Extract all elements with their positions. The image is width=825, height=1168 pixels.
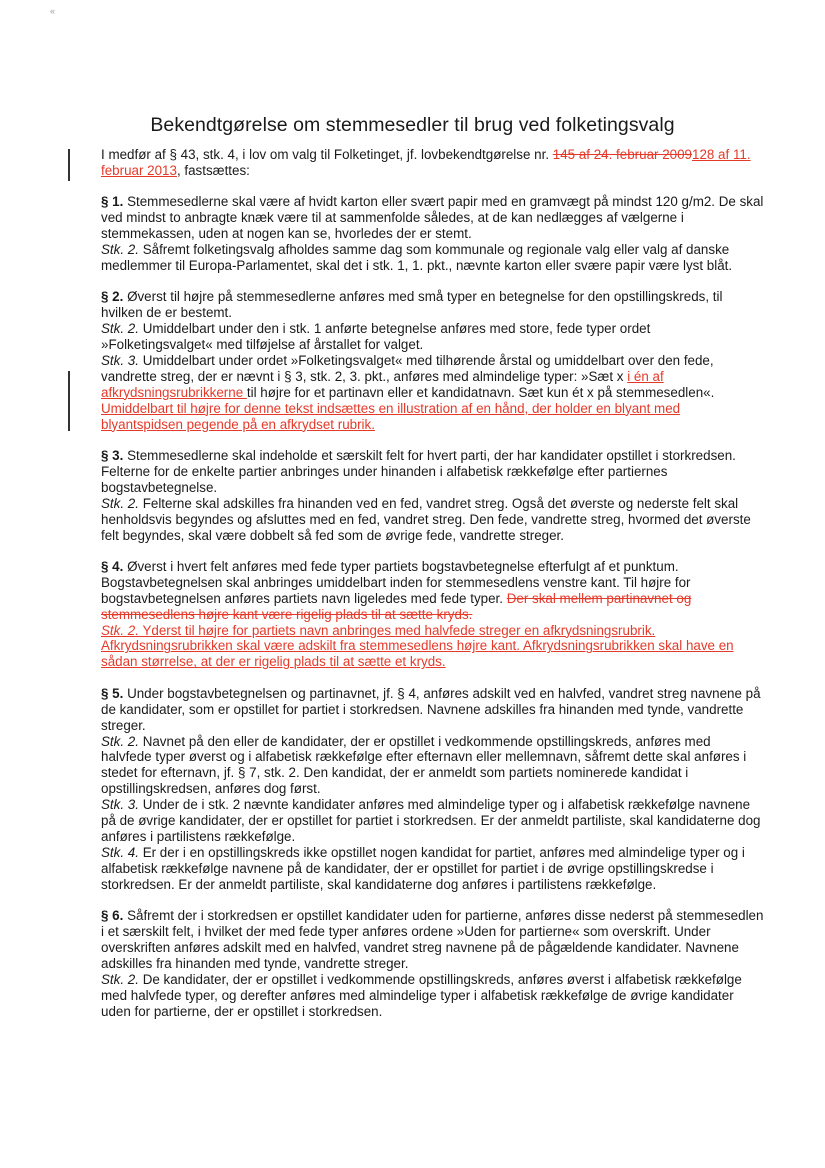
section-1-stk-2 [82,242,764,274]
stk-label: Stk. 2. [101,242,139,258]
section-label: § 6. [101,908,124,924]
stk-label: Stk. 2. [101,495,139,511]
inserted-text: i én af afkrydsningsrubrikkerne [101,368,664,400]
stk-text: Under de i stk. 2 nævnte kandidater anføres med almindelige typer og i alfabetisk rækkefølge navnene på de øvrige kandidater, der er opstillet for partiet i storkredsen. Er der anmeldt partiliste, skal kandidaterne dog anføres i partilistens rækkefølge. [101,797,761,844]
section-label: § 3. [101,448,124,463]
section-text: Øverst i hvert felt anføres med fede typer partiets bogstavbetegnelse efterfulgt af et punktum. Bogstavbetegnelsen skal anbringes umiddelbart inden for stemmesedlens venstre kant. Til højre for bogstavbetegnelsen anføres partiets navn ligeledes med fede typer. [101,558,691,606]
scan-mark: « [50,6,56,16]
stk-text: Umiddelbart under ordet »Folketingsvalget« med tilhørende årstal og umiddelbart over den fede, vandrette streg, der er nævnt i § 3, stk. 2, 3. pkt., anføres med almindelige typer: »Sæt x [101,352,714,384]
section-text: Stemmesedlerne skal indeholde et særskilt felt for hvert parti, der har kandidater opstillet i storkredsen. Felterne for de enkelte partier anbringes under hinanden i alfabetisk rækkefølge efter partiernes bogstavbetegnelse. [101,448,736,495]
inserted-text: 128 af 11. februar 2013 [101,147,751,178]
stk-label: Stk. 3. [101,352,139,368]
intro-text: I medfør af § 43, stk. 4, i lov om valg til Folketinget, jf. lovbekendtgørelse nr. [101,147,553,162]
section-4-stk-2 [82,623,764,671]
stk-label: Stk. 2. [101,622,139,638]
intro-tail: , fastsættes: [176,162,250,178]
stk-label: Stk. 2. [101,733,139,749]
section-4 [82,559,764,623]
stk-text: Felterne skal adskilles fra hinanden ved en fed, vandret streg. Også det øverste og nederste felt skal henholdsvis begyndes og afsluttes med en fed, vandret streg. Den fede, vandrette streg, hvormed det øverste felt begyndes, skal være dobbelt så fed som de øvrige fede, vandrette streger. [101,495,751,543]
section-2 [82,289,764,321]
stk-text: Navnet på den eller de kandidater, der er opstillet i vedkommende opstillingskreds, anføres med halvfede typer øverst og i alfabetisk rækkefølge efter efternavn eller mellemnavn, såfremt dette skal anføres i stedet for efternavn, jf. § 7, stk. 2. Den kandidat, der er anmeldt som partiets nominerede kandidat i opstillingskredsen, anføres dog først. [101,733,747,797]
stk-label: Stk. 2. [101,971,139,987]
section-label: § 1. [101,194,124,210]
inserted-text: Umiddelbart til højre for denne tekst indsættes en illustration af en hånd, der holder en blyant med blyantspidsen pegende på en afkrydset rubrik. [101,400,681,432]
document-body [82,147,764,1019]
section-text: Øverst til højre på stemmesedlerne anføres med små typer en betegnelse for den opstillingskreds, til hvilken de er bestemt. [101,289,723,321]
stk-text: Såfremt folketingsvalg afholdes samme dag som kommunale og regionale valg eller valg af danske medlemmer til Europa-Parlamentet, skal det i stk. 1, 1. pkt., nævnte karton eller svære papir være lyst blåt. [101,242,733,273]
section-5-stk-4 [82,845,764,893]
stk-text: De kandidater, der er opstillet i vedkommende opstillingskreds, anføres øverst i alfabetisk rækkefølge med halvfede typer, og derefter anføres med almindelige typer i alfabetisk rækkefølge de øvrige kandidater uden for partierne, der er opstillet i storkredsen. [101,971,742,1019]
stk-label: Stk. 4. [101,844,139,860]
section-2-stk-3 [82,353,764,433]
section-label: § 2. [101,289,124,305]
section-6 [82,908,764,972]
deleted-text: 145 af 24. februar 2009 [552,147,692,162]
section-5-stk-3 [82,797,764,845]
stk-text: til højre for et partinavn eller et kandidatnavn. Sæt kun ét x på stemmesedlen«. [246,384,715,400]
section-text: Under bogstavbetegnelsen og partinavnet, jf. § 4, anføres adskilt ved en halvfed, vandret streg navnene på de kandidater, som er opstillet for partiet i storkredsen. Navnene adskilles fra hinanden med tynde, vandrette streger. [101,685,761,733]
stk-text: Er der i en opstillingskreds ikke opstillet nogen kandidat for partiet, anføres med almindelige typer og i alfabetisk rækkefølge navnene på de kandidater, der er opstillet for partiet i de øvrige opstillingskredse i storkredsen. Er der anmeldt partiliste, skal kandidaterne dog anføres i partilistens rækkefølge. [101,844,745,892]
section-3-stk-2 [82,496,764,544]
section-3 [82,448,764,496]
intro-paragraph [82,147,764,179]
stk-label: Stk. 3. [101,797,139,813]
stk-text: Umiddelbart under den i stk. 1 anførte betegnelse anføres med store, fede typer ordet »Folketingsvalget« med tilføjelse af årstallet for valget. [101,321,651,353]
section-label: § 5. [101,685,124,701]
section-text: Stemmesedlerne skal være af hvidt karton eller svært papir med en gramvægt på mindst 120 g/m2. De skal ved mindst to anbragte knæk være til at sammenfolde således, at de kan nedlægges af vælgerne i stemmekassen, uden at nogen kan se, hvorledes der er stemt. [101,194,764,242]
change-bar [68,371,70,431]
section-5-stk-2 [82,734,764,798]
page-title: Bekendtgørelse om stemmesedler til brug ved folketingsvalg [150,114,675,136]
section-label: § 4. [101,558,124,574]
section-1 [82,194,764,242]
inserted-text: Yderst til højre for partiets navn anbringes med halvfede streger en afkrydsningsrubrik. Afkrydsningsrubrikken skal være adskilt fra stemmesedlens højre kant. Afkrydsningsrubrikken skal have en sådan størrelse, at der er rigelig plads til at sætte et kryds. [101,622,734,670]
section-text: Såfremt der i storkredsen er opstillet kandidater uden for partierne, anføres disse nederst på stemmesedlen i et særskilt felt, i hvilket der med fede typer anføres ordene »Uden for partierne« som overskrift. Under overskriften anføres adskilt med en halvfed, vandret streg navnene på de pågældende kandidater. Navnene adskilles fra hinanden med tynde, vandrette streger. [101,908,764,971]
change-bar [68,149,70,181]
section-2-stk-2 [82,321,764,353]
section-5 [82,686,764,734]
section-6-stk-2 [82,972,764,1020]
stk-label: Stk. 2. [101,321,139,337]
deleted-text: Der skal mellem partinavnet og stemmesedlens højre kant være rigelig plads til at sætte kryds. [101,590,692,622]
